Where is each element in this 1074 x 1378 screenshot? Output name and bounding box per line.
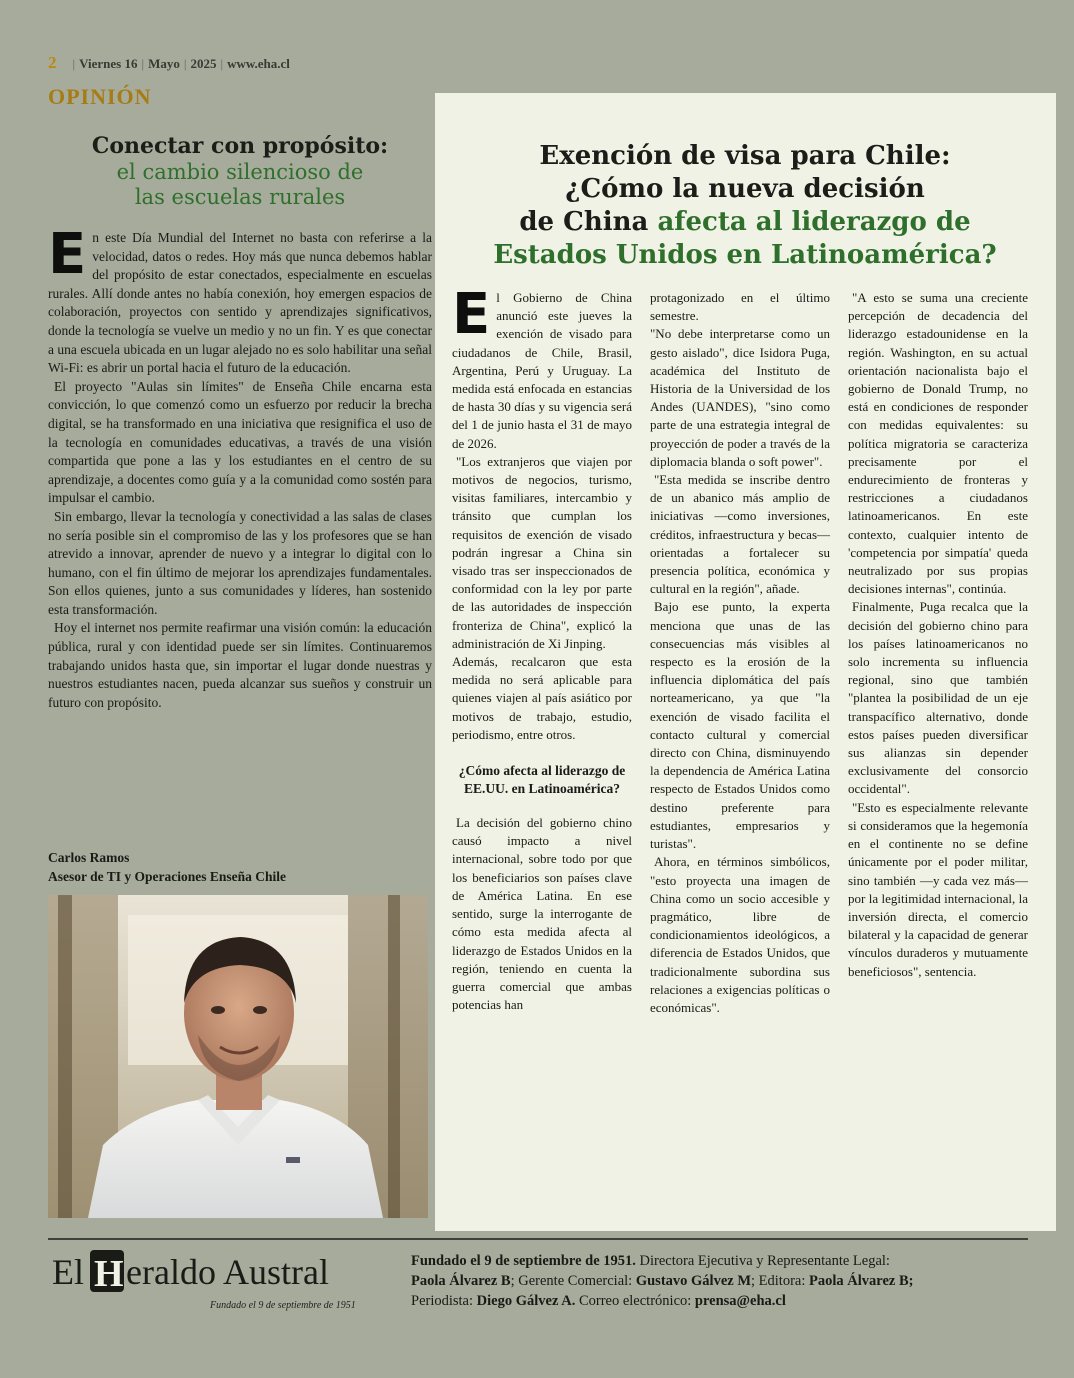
left-article-body [48,222,432,712]
left-article-title [48,133,432,211]
right-paragraph: "Esto es especialmente relevante si consideramos que la hegemonía en el continente no se define únicamente por el poder militar, sino también —y cada vez más— por la legitimidad internacional, la inversión directa, el comercio bilateral y la capacidad de generar vínculos duraderos y mutuamente beneficiosos", sentencia. [848,799,1028,979]
footer-credits [411,1251,1041,1311]
right-paragraph: "A esto se suma una creciente percepción de decadencia del liderazgo estadounidense en la región. Washington, en su actual orientación nacionalista bajo el gobierno de Donald Trump, no está en condiciones de responder con medidas equivalentes: su política migratoria se caracteriza precisamente por el endurecimiento de fronteras y restricciones a ciudadanos latinoamericanos. En este contexto, cualquier intento de 'competencia por simpatía' queda neutralizado por sus propias decisiones internas", continúa. [848,290,1028,597]
left-paragraph: Sin embargo, llevar la tecnología y conectividad a las salas de clases no sería posible sin el compromiso de las y los profesores que se han atrevido a innovar, aprender de nuevo y a integrar lo digital con lo humano, con el fin último de mejorar los aprendizajes fundamentales. Son ellos quienes, junto a sus comunidades y líderes, han sostenido esta transformación. [48,508,432,617]
author-name: Carlos Ramos [48,850,130,865]
right-title-line1: Exención de visa para Chile: [539,141,951,171]
right-paragraph: Bajo ese punto, la experta menciona que unas de las consecuencias más visibles al respecto es la erosión de la influencia diplomática del país norteamericano, ya que "la exención de visado facilita el contacto cultural y comercial directo con China, disminuyendo la dependencia de América Latina respecto de Estados Unidos como destino preferente para estudiantes, empresarios y turistas". [650,599,830,852]
svg-text:El: El [52,1252,84,1292]
right-paragraph: Finalmente, Puga recalca que la decisión del gobierno chino para los países latinoamericanos no solo incrementa su influencia regional, sino que también "plantea la posibilidad de un eje transpacífico alternativo, donde estos países pueden diversificar sus alianzas sin depender exclusivamente del consorcio occidental". [848,599,1028,797]
director-label: Directora Ejecutiva y Representante Legal: [635,1253,890,1269]
masthead-logo-image [50,1246,395,1296]
left-title-line1: Conectar con propósito: [91,133,389,159]
left-title-line2: el cambio silencioso de [116,159,364,184]
director-name: Paola Álvarez B [411,1273,511,1289]
newspaper-logo [50,1246,395,1296]
portrait-image [48,895,428,1218]
right-paragraph: Ahora, en términos simbólicos, "esto proyecta una imagen de China como un socio accesible y pragmático, libre de condicionamientos ideológicos, a diferencia de Estados Unidos, que tradicionalmente subordina sus relaciones a exigencias políticas o económicas". [650,854,830,1015]
right-paragraph: "Los extranjeros que viajen por motivos de negocios, turismo, visitas familiares, intercambio y tránsito que cumplan los requisitos de exención de visado podrán ingresar a China sin visado tras ser inspeccionados de conformidad con la ley por parte de las autoridades de inspección fronteriza de China", explicó la administración de Xi Jinping. [452,453,632,651]
author-byline [48,848,286,886]
right-paragraph: La decisión del gobierno chino causó impacto a nivel internacional, sobre todo por que los beneficiarios son países clave de América Latina. En ese sentido, surge la interrogante de cómo esta medida afecta al liderazgo de Estados Unidos en la región, teniendo en cuenta la guerra comercial que ambas potencias han [452,815,632,1013]
right-dropcap: E [452,282,491,347]
svg-text:H: H [94,1253,124,1295]
right-paragraph: "Esta medida se inscribe dentro de un abanico más amplio de iniciativas —como inversiones, créditos, infraestructura y becas— orientadas a fortalecer su presencia política, económica y cultural en la región", añade. [650,472,830,597]
left-paragraph: El proyecto "Aulas sin límites" de Enseña Chile encarna esta convicción, lo que comenzó como un esfuerzo por reducir la brecha digital, se ha transformado en una iniciativa que resignifica el uso de la tecnología en comunidades educativas, a través de una visión compartida que pone a las y los estudiantes en el centro de su aprendizaje, a docentes como guía y a la comunidad como sostén para impulsar el cambio. [48,378,432,506]
manager-label: ; Gerente Comercial: [510,1273,636,1289]
svg-text:eraldo Austral: eraldo Austral [126,1252,329,1292]
left-dropcap: E [48,222,87,287]
right-title-line3-green: afecta al liderazgo de [657,207,971,237]
email-link[interactable]: prensa@eha.cl [694,1293,786,1309]
section-label: OPINIÓN [48,84,152,109]
right-article-subheading: ¿Cómo afecta al liderazgo de EE.UU. en Latinoamérica? [458,763,626,797]
right-article-column-3 [848,289,1028,981]
right-title-line3-black: de China [519,207,658,237]
right-paragraph: protagonizado en el último semestre. [650,290,830,324]
right-paragraph: Además, recalcaron que esta medida no será aplicable para quienes viajen al país asiático por motivos de trabajo, estudio, periodismo, entre otros. [452,654,632,742]
journalist-name: Diego Gálvez A. [476,1293,576,1309]
page-header: 2 | Viernes 16 | Mayo | 2025 | www.eha.cl [48,53,290,72]
right-article-column-2 [650,289,830,1017]
right-article-title [455,140,1035,272]
author-photo [48,895,428,1218]
header-day: Viernes 16 [79,56,138,71]
right-title-line2: ¿Cómo la nueva decisión [565,174,925,204]
editor-label: ; Editora: [751,1273,810,1289]
founded-text: Fundado el 9 de septiembre de 1951. [411,1253,636,1269]
header-website[interactable]: www.eha.cl [227,56,290,71]
footer-divider [48,1238,1028,1240]
right-article-column-1 [452,282,632,1014]
page-number: 2 [48,53,57,72]
manager-name: Gustavo Gálvez M [635,1273,752,1289]
left-paragraph: Hoy el internet nos permite reafirmar una visión común: la educación pública, rural y con identidad puede ser sin límites. Continuaremos trabajando unidos hasta que, sin importar el lugar donde nuestras y nuestros estudiantes nacen, pueda alcanzar sus sueños y construir un futuro con propósito. [48,620,432,710]
right-title-line4: Estados Unidos en Latinoamérica? [493,240,997,270]
author-role: Asesor de TI y Operaciones Enseña Chile [48,869,287,884]
email-label: Correo electrónico: [575,1293,695,1309]
right-paragraph: l Gobierno de China anunció este jueves la exención de visado para ciudadanos de Chile, Brasil, Argentina, Perú y Uruguay. La medida está enfocada en estancias de hasta 30 días y su vigencia será del 1 de junio hasta el 31 de mayo de 2026. [452,290,632,451]
journalist-label: Periodista: [411,1293,477,1309]
left-title-line3: las escuelas rurales [134,185,346,210]
editor-name: Paola Álvarez B; [809,1273,914,1289]
header-month: Mayo [148,56,180,71]
left-paragraph: n este Día Mundial del Internet no basta con referirse a la velocidad, datos o redes. Hoy más que nunca debemos hablar del propósito de estar conectados, especialmente en escuelas rurales. Allí donde antes no había conexión, hoy emergen espacios de colaboración, proyectos con sentido y aprendizajes significativos, donde la tecnología se vuelve un medio y no un fin. Y es que conectar a una escuela ubicada en un lugar alejado no es solo habilitar una señal Wi-Fi: es abrir un portal hacia el futuro de la educación. [48,230,432,376]
logo-tagline: Fundado el 9 de septiembre de 1951 [210,1300,356,1311]
header-year: 2025 [190,56,217,71]
right-paragraph: "No debe interpretarse como un gesto aislado", dice Isidora Puga, académica del Instituto de Historia de la Universidad de los Andes (UANDES), "sino como parte de una estrategia integral de proyección de poder a través de la diplomacia blanda o soft power". [650,326,830,469]
